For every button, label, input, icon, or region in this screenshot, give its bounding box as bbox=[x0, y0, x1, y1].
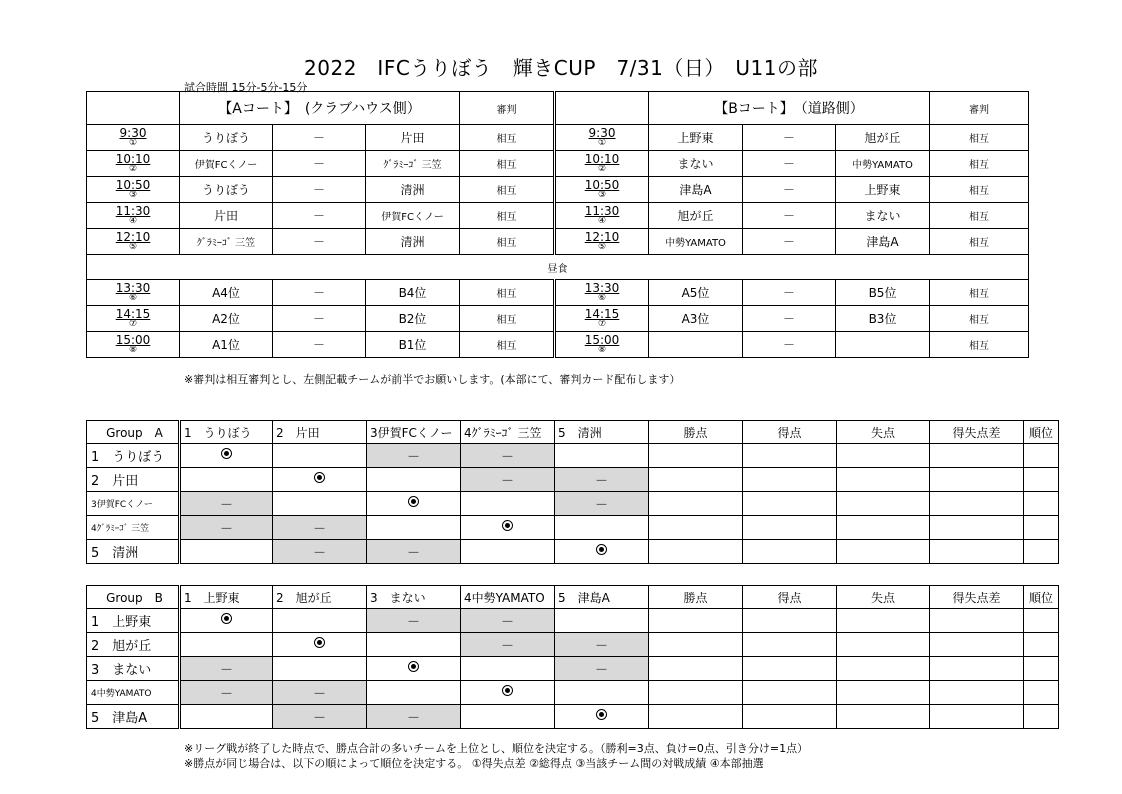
away-team-a: 清洲 bbox=[366, 229, 460, 255]
stat-cell bbox=[930, 516, 1024, 540]
referee-b: 相互 bbox=[930, 280, 1029, 306]
same-day-match-cell: － bbox=[273, 681, 367, 705]
referee-b: 相互 bbox=[930, 125, 1029, 151]
match-row bbox=[87, 332, 1029, 358]
versus-dash-b: － bbox=[743, 151, 836, 177]
time-cell-b bbox=[555, 177, 649, 203]
stat-header: 失点 bbox=[837, 586, 930, 609]
match-row bbox=[87, 229, 1029, 255]
versus-dash-b: － bbox=[743, 306, 836, 332]
stat-cell bbox=[837, 540, 930, 564]
versus-dash-b: － bbox=[743, 125, 836, 151]
result-cell bbox=[555, 681, 649, 705]
result-cell bbox=[273, 657, 367, 681]
result-cell bbox=[555, 444, 649, 468]
same-day-match-cell: － bbox=[555, 633, 649, 657]
soccer-ball-icon bbox=[596, 709, 607, 720]
team-row bbox=[87, 657, 1059, 681]
same-day-match-cell: － bbox=[555, 657, 649, 681]
versus-dash-a: － bbox=[273, 332, 366, 358]
match-number: ⑤ bbox=[597, 241, 607, 252]
group-header-row bbox=[87, 421, 1059, 444]
opponent-header: 2 旭が丘 bbox=[273, 586, 367, 609]
match-number: ⑦ bbox=[597, 318, 607, 329]
match-row bbox=[87, 203, 1029, 229]
stat-cell bbox=[837, 705, 930, 729]
soccer-ball-icon bbox=[314, 472, 325, 483]
referee-header-a: 審判 bbox=[460, 92, 555, 125]
time-cell-b bbox=[555, 203, 649, 229]
away-team-b: 旭が丘 bbox=[836, 125, 930, 151]
kickoff-time: 10:10 bbox=[584, 151, 620, 166]
group-b-table bbox=[86, 585, 1059, 729]
versus-dash-a: － bbox=[273, 151, 366, 177]
match-row bbox=[87, 151, 1029, 177]
same-day-match-cell: － bbox=[273, 516, 367, 540]
stat-cell bbox=[1024, 609, 1059, 633]
home-team-a: うりぼう bbox=[180, 177, 273, 203]
stat-cell bbox=[1024, 681, 1059, 705]
stat-cell bbox=[743, 681, 837, 705]
time-cell-b bbox=[555, 151, 649, 177]
away-team-a: B1位 bbox=[366, 332, 460, 358]
team-name: 3 まない bbox=[87, 657, 180, 681]
self-match-cell bbox=[461, 681, 555, 705]
opponent-header: 3伊賀FCくノー bbox=[367, 421, 461, 444]
self-match-cell bbox=[555, 705, 649, 729]
time-cell-b bbox=[555, 306, 649, 332]
stat-cell bbox=[930, 468, 1024, 492]
opponent-header: 5 清洲 bbox=[555, 421, 649, 444]
stat-cell bbox=[649, 681, 743, 705]
group-a-table bbox=[86, 420, 1059, 564]
team-name: 5 津島A bbox=[87, 705, 180, 729]
stat-cell bbox=[743, 516, 837, 540]
stat-cell bbox=[837, 657, 930, 681]
stat-header: 得点 bbox=[743, 586, 837, 609]
time-cell-b bbox=[555, 332, 649, 358]
team-name: 1 上野東 bbox=[87, 609, 180, 633]
team-name: 1 うりぼう bbox=[87, 444, 180, 468]
away-team-b: 上野東 bbox=[836, 177, 930, 203]
stat-cell bbox=[1024, 468, 1059, 492]
stat-cell bbox=[743, 705, 837, 729]
team-name: 2 片田 bbox=[87, 468, 180, 492]
soccer-ball-icon bbox=[408, 496, 419, 507]
stat-cell bbox=[930, 705, 1024, 729]
stat-cell bbox=[743, 492, 837, 516]
versus-dash-b: － bbox=[743, 203, 836, 229]
stat-cell bbox=[930, 609, 1024, 633]
referee-a: 相互 bbox=[460, 177, 555, 203]
stat-cell bbox=[930, 540, 1024, 564]
versus-dash-b: － bbox=[743, 229, 836, 255]
group-label: Group A bbox=[87, 421, 180, 444]
opponent-header: 3 まない bbox=[367, 586, 461, 609]
stat-cell bbox=[743, 444, 837, 468]
soccer-ball-icon bbox=[408, 661, 419, 672]
result-cell bbox=[180, 705, 273, 729]
away-team-b: 津島A bbox=[836, 229, 930, 255]
home-team-a: うりぼう bbox=[180, 125, 273, 151]
same-day-match-cell: － bbox=[273, 705, 367, 729]
stat-cell bbox=[649, 468, 743, 492]
match-number: ③ bbox=[128, 189, 138, 200]
kickoff-time: 11:30 bbox=[115, 203, 151, 218]
same-day-match-cell: － bbox=[461, 633, 555, 657]
opponent-header: 1 うりぼう bbox=[180, 421, 273, 444]
result-cell bbox=[273, 492, 367, 516]
kickoff-time: 9:30 bbox=[119, 125, 147, 140]
referee-header-b: 審判 bbox=[930, 92, 1029, 125]
team-name: 4ｸﾞﾗﾐｰｺﾞ 三笠 bbox=[87, 516, 180, 540]
away-team-b bbox=[836, 332, 930, 358]
stat-cell bbox=[837, 681, 930, 705]
time-cell-a bbox=[87, 306, 180, 332]
home-team-b: 中勢YAMATO bbox=[649, 229, 743, 255]
result-cell bbox=[555, 609, 649, 633]
opponent-header: 1 上野東 bbox=[180, 586, 273, 609]
referee-b: 相互 bbox=[930, 306, 1029, 332]
stat-cell bbox=[1024, 516, 1059, 540]
home-team-b: 上野東 bbox=[649, 125, 743, 151]
time-cell-a bbox=[87, 125, 180, 151]
same-day-match-cell: － bbox=[367, 609, 461, 633]
stat-cell bbox=[649, 492, 743, 516]
stat-cell bbox=[837, 609, 930, 633]
team-row bbox=[87, 468, 1059, 492]
stat-header: 得失点差 bbox=[930, 421, 1024, 444]
away-team-a: ｸﾞﾗﾐｰｺﾞ 三笠 bbox=[366, 151, 460, 177]
match-row bbox=[87, 177, 1029, 203]
versus-dash-a: － bbox=[273, 280, 366, 306]
team-row bbox=[87, 705, 1059, 729]
time-cell-a bbox=[87, 203, 180, 229]
kickoff-time: 15:00 bbox=[115, 332, 151, 347]
stat-cell bbox=[837, 516, 930, 540]
match-number: ⑧ bbox=[128, 344, 138, 355]
time-cell-b bbox=[555, 229, 649, 255]
lunch-row: 昼食 bbox=[87, 255, 1029, 280]
away-team-b: まない bbox=[836, 203, 930, 229]
match-row bbox=[87, 306, 1029, 332]
home-team-a: A1位 bbox=[180, 332, 273, 358]
same-day-match-cell: － bbox=[555, 468, 649, 492]
stat-header: 順位 bbox=[1024, 586, 1059, 609]
result-cell bbox=[461, 657, 555, 681]
stat-cell bbox=[930, 681, 1024, 705]
versus-dash-a: － bbox=[273, 306, 366, 332]
stat-cell bbox=[930, 444, 1024, 468]
versus-dash-b: － bbox=[743, 332, 836, 358]
time-cell-a bbox=[87, 177, 180, 203]
soccer-ball-icon bbox=[502, 520, 513, 531]
referee-a: 相互 bbox=[460, 125, 555, 151]
result-cell bbox=[367, 681, 461, 705]
kickoff-time: 13:30 bbox=[584, 280, 620, 295]
stat-cell bbox=[743, 633, 837, 657]
away-team-a: 片田 bbox=[366, 125, 460, 151]
team-row bbox=[87, 516, 1059, 540]
stat-cell bbox=[649, 516, 743, 540]
referee-a: 相互 bbox=[460, 306, 555, 332]
stat-cell bbox=[1024, 633, 1059, 657]
versus-dash-b: － bbox=[743, 280, 836, 306]
result-cell bbox=[461, 705, 555, 729]
court-a-header: 【Aコート】 (クラブハウス側） bbox=[180, 92, 460, 125]
versus-dash-a: － bbox=[273, 229, 366, 255]
soccer-ball-icon bbox=[502, 685, 513, 696]
kickoff-time: 9:30 bbox=[588, 125, 616, 140]
home-team-b: 旭が丘 bbox=[649, 203, 743, 229]
stat-cell bbox=[837, 633, 930, 657]
same-day-match-cell: － bbox=[367, 705, 461, 729]
referee-a: 相互 bbox=[460, 332, 555, 358]
referee-a: 相互 bbox=[460, 151, 555, 177]
stat-cell bbox=[649, 705, 743, 729]
self-match-cell bbox=[461, 516, 555, 540]
team-row bbox=[87, 444, 1059, 468]
group-label: Group B bbox=[87, 586, 180, 609]
stat-cell bbox=[837, 492, 930, 516]
referee-b: 相互 bbox=[930, 151, 1029, 177]
home-team-b bbox=[649, 332, 743, 358]
soccer-ball-icon bbox=[221, 448, 232, 459]
away-team-a: B2位 bbox=[366, 306, 460, 332]
kickoff-time: 14:15 bbox=[584, 306, 620, 321]
match-row bbox=[87, 125, 1029, 151]
result-cell bbox=[555, 516, 649, 540]
result-cell bbox=[461, 540, 555, 564]
team-row bbox=[87, 609, 1059, 633]
match-number: ③ bbox=[597, 189, 607, 200]
match-number: ② bbox=[597, 163, 607, 174]
match-number: ② bbox=[128, 163, 138, 174]
away-team-a: B4位 bbox=[366, 280, 460, 306]
team-row bbox=[87, 681, 1059, 705]
stat-cell bbox=[1024, 492, 1059, 516]
same-day-match-cell: － bbox=[461, 609, 555, 633]
result-cell bbox=[461, 492, 555, 516]
kickoff-time: 14:15 bbox=[115, 306, 151, 321]
stat-cell bbox=[649, 540, 743, 564]
match-number: ① bbox=[128, 137, 138, 148]
referee-a: 相互 bbox=[460, 229, 555, 255]
match-number: ⑤ bbox=[128, 241, 138, 252]
stat-cell bbox=[837, 444, 930, 468]
schedule-corner bbox=[87, 92, 180, 125]
match-number: ⑧ bbox=[597, 344, 607, 355]
match-row bbox=[87, 280, 1029, 306]
stat-cell bbox=[1024, 657, 1059, 681]
stat-header: 得失点差 bbox=[930, 586, 1024, 609]
stat-header: 勝点 bbox=[649, 421, 743, 444]
stat-header: 失点 bbox=[837, 421, 930, 444]
team-name: 3伊賀FCくノー bbox=[87, 492, 180, 516]
home-team-a: ｸﾞﾗﾐｰｺﾞ 三笠 bbox=[180, 229, 273, 255]
team-name: 4中勢YAMATO bbox=[87, 681, 180, 705]
same-day-match-cell: － bbox=[461, 468, 555, 492]
result-cell bbox=[273, 609, 367, 633]
versus-dash-b: － bbox=[743, 177, 836, 203]
match-number: ⑥ bbox=[597, 292, 607, 303]
versus-dash-a: － bbox=[273, 177, 366, 203]
result-cell bbox=[273, 444, 367, 468]
ranking-note-1: ※リーグ戦が終了した時点で、勝点合計の多いチームを上位とし、順位を決定する。（勝利=3点、負け=0点、引き分け=1点） bbox=[184, 742, 809, 755]
away-team-b: 中勢YAMATO bbox=[836, 151, 930, 177]
result-cell bbox=[367, 468, 461, 492]
time-cell-a bbox=[87, 151, 180, 177]
soccer-ball-icon bbox=[221, 613, 232, 624]
result-cell bbox=[180, 633, 273, 657]
referee-b: 相互 bbox=[930, 229, 1029, 255]
team-row bbox=[87, 633, 1059, 657]
stat-cell bbox=[743, 609, 837, 633]
away-team-a: 伊賀FCくノー bbox=[366, 203, 460, 229]
result-cell bbox=[367, 516, 461, 540]
referee-b: 相互 bbox=[930, 177, 1029, 203]
opponent-header: 4ｸﾞﾗﾐｰｺﾞ 三笠 bbox=[461, 421, 555, 444]
same-day-match-cell: － bbox=[367, 540, 461, 564]
stat-cell bbox=[1024, 705, 1059, 729]
referee-a: 相互 bbox=[460, 280, 555, 306]
referee-b: 相互 bbox=[930, 203, 1029, 229]
home-team-b: まない bbox=[649, 151, 743, 177]
home-team-a: 伊賀FCくノー bbox=[180, 151, 273, 177]
team-name: 5 清洲 bbox=[87, 540, 180, 564]
match-number: ⑥ bbox=[128, 292, 138, 303]
soccer-ball-icon bbox=[314, 637, 325, 648]
time-cell-a bbox=[87, 280, 180, 306]
kickoff-time: 12:10 bbox=[115, 229, 151, 244]
referee-b: 相互 bbox=[930, 332, 1029, 358]
match-number: ① bbox=[597, 137, 607, 148]
match-duration: 試合時間 15分-5分-15分 bbox=[184, 81, 308, 94]
stat-cell bbox=[1024, 540, 1059, 564]
time-cell-b bbox=[555, 280, 649, 306]
home-team-b: 津島A bbox=[649, 177, 743, 203]
ranking-notes bbox=[184, 741, 808, 771]
group-header-row bbox=[87, 586, 1059, 609]
soccer-ball-icon bbox=[596, 544, 607, 555]
stat-cell bbox=[649, 609, 743, 633]
self-match-cell bbox=[273, 468, 367, 492]
stat-cell bbox=[743, 468, 837, 492]
match-number: ④ bbox=[597, 215, 607, 226]
same-day-match-cell: － bbox=[180, 657, 273, 681]
away-team-a: 清洲 bbox=[366, 177, 460, 203]
home-team-a: A4位 bbox=[180, 280, 273, 306]
referee-note: ※審判は相互審判とし、左側記載チームが前半でお願いします。(本部にて、審判カード配布します） bbox=[184, 373, 681, 386]
self-match-cell bbox=[367, 657, 461, 681]
page-title: 2022 IFCうりぼう 輝きCUP 7/31（日） U11の部 bbox=[304, 56, 818, 80]
same-day-match-cell: － bbox=[180, 492, 273, 516]
stat-header: 得点 bbox=[743, 421, 837, 444]
team-name: 2 旭が丘 bbox=[87, 633, 180, 657]
stat-cell bbox=[930, 492, 1024, 516]
kickoff-time: 13:30 bbox=[115, 280, 151, 295]
same-day-match-cell: － bbox=[273, 540, 367, 564]
home-team-b: A5位 bbox=[649, 280, 743, 306]
time-cell-b bbox=[555, 125, 649, 151]
result-cell bbox=[180, 468, 273, 492]
self-match-cell bbox=[273, 633, 367, 657]
versus-dash-a: － bbox=[273, 125, 366, 151]
kickoff-time: 15:00 bbox=[584, 332, 620, 347]
home-team-b: A3位 bbox=[649, 306, 743, 332]
versus-dash-a: － bbox=[273, 203, 366, 229]
self-match-cell bbox=[367, 492, 461, 516]
result-cell bbox=[367, 633, 461, 657]
stat-cell bbox=[1024, 444, 1059, 468]
stat-header: 勝点 bbox=[649, 586, 743, 609]
self-match-cell bbox=[555, 540, 649, 564]
home-team-a: A2位 bbox=[180, 306, 273, 332]
referee-a: 相互 bbox=[460, 203, 555, 229]
court-b-header: 【Bコート】 （道路側） bbox=[649, 92, 930, 125]
same-day-match-cell: － bbox=[367, 444, 461, 468]
time-cell-a bbox=[87, 229, 180, 255]
kickoff-time: 10:10 bbox=[115, 151, 151, 166]
team-row bbox=[87, 492, 1059, 516]
stat-cell bbox=[837, 468, 930, 492]
home-team-a: 片田 bbox=[180, 203, 273, 229]
time-cell-a bbox=[87, 332, 180, 358]
kickoff-time: 12:10 bbox=[584, 229, 620, 244]
same-day-match-cell: － bbox=[180, 681, 273, 705]
kickoff-time: 10:50 bbox=[584, 177, 620, 192]
away-team-b: B3位 bbox=[836, 306, 930, 332]
stat-cell bbox=[649, 633, 743, 657]
self-match-cell bbox=[180, 609, 273, 633]
stat-cell bbox=[743, 540, 837, 564]
opponent-header: 2 片田 bbox=[273, 421, 367, 444]
stat-cell bbox=[930, 657, 1024, 681]
result-cell bbox=[180, 540, 273, 564]
away-team-b: B5位 bbox=[836, 280, 930, 306]
same-day-match-cell: － bbox=[555, 492, 649, 516]
same-day-match-cell: － bbox=[180, 516, 273, 540]
match-number: ⑦ bbox=[128, 318, 138, 329]
same-day-match-cell: － bbox=[461, 444, 555, 468]
stat-header: 順位 bbox=[1024, 421, 1059, 444]
kickoff-time: 11:30 bbox=[584, 203, 620, 218]
team-row bbox=[87, 540, 1059, 564]
schedule-corner-b bbox=[555, 92, 649, 125]
match-number: ④ bbox=[128, 215, 138, 226]
ranking-note-2: ※勝点が同じ場合は、以下の順によって順位を決定する。 ①得失点差 ②総得点 ③当該チーム間の対戦成績 ④本部抽選 bbox=[184, 757, 764, 770]
self-match-cell bbox=[180, 444, 273, 468]
stat-cell bbox=[649, 657, 743, 681]
stat-cell bbox=[743, 657, 837, 681]
stat-cell bbox=[649, 444, 743, 468]
kickoff-time: 10:50 bbox=[115, 177, 151, 192]
opponent-header: 5 津島A bbox=[555, 586, 649, 609]
opponent-header: 4中勢YAMATO bbox=[461, 586, 555, 609]
stat-cell bbox=[930, 633, 1024, 657]
schedule-table bbox=[86, 91, 1029, 358]
